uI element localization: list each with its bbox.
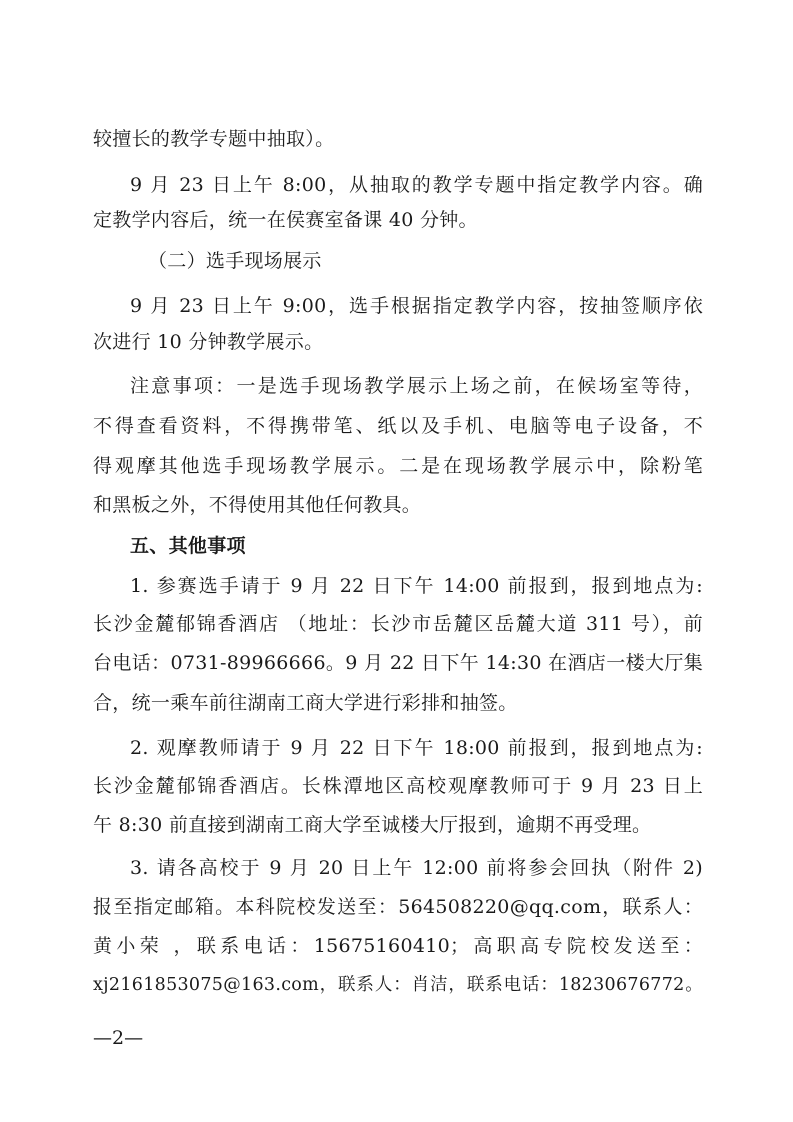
paragraph-line: 长沙金麓郁锦香酒店 （地址：长沙市岳麓区岳麓大道 311 号），前 [93,613,703,635]
page-number: —2— [93,1027,144,1049]
paragraph-line: 黄小荣 ，联系电话：15675160410；高职高专院校发送至： [93,935,703,957]
paragraph-line: 长沙金麓郁锦香酒店。长株潭地区高校观摩教师可于 9 月 23 日上 [93,775,703,797]
paragraph-line: 注意事项：一是选手现场教学展示上场之前，在候场室等待， [130,375,703,397]
paragraph-line: 合，统一乘车前往湖南工商大学进行彩排和抽签。 [93,692,518,714]
paragraph-line: 次进行 10 分钟教学展示。 [93,331,324,353]
paragraph-line: 2. 观摩教师请于 9 月 22 日下午 18:00 前报到，报到地点为: [130,737,703,759]
paragraph-line: 3. 请各高校于 9 月 20 日上午 12:00 前将参会回执（附件 2) [130,857,703,879]
paragraph-line: 得观摩其他选手现场教学展示。二是在现场教学展示中，除粉笔 [93,455,703,477]
section-heading: 五、其他事项 [130,535,246,557]
paragraph-line: 午 8:30 前直接到湖南工商大学至诚楼大厅报到，逾期不再受理。 [93,814,652,836]
paragraph-line: 报至指定邮箱。本科院校发送至：564508220@qq.com，联系人： [93,896,703,918]
paragraph-line: 台电话：0731-89966666。9 月 22 日下午 14:30 在酒店一楼大厅集 [93,652,703,674]
paragraph-line: 9 月 23 日上午 8:00，从抽取的教学专题中指定教学内容。确 [130,174,703,196]
paragraph-line: 和黑板之外，不得使用其他任何教具。 [93,494,422,516]
paragraph-line: 9 月 23 日上午 9:00，选手根据指定教学内容，按抽签顺序依 [130,295,703,317]
paragraph-line: 较擅长的教学专题中抽取）。 [93,128,335,150]
paragraph-line: xj2161853075@163.com，联系人：肖洁，联系电话：18230676772。 [93,975,703,995]
paragraph-line: 1. 参赛选手请于 9 月 22 日下午 14:00 前报到，报到地点为: [130,575,703,597]
section-heading: （二）选手现场展示 [148,250,322,272]
paragraph-line: 不得查看资料，不得携带笔、纸以及手机、电脑等电子设备，不 [93,415,703,437]
paragraph-line: 定教学内容后，统一在侯赛室备课 40 分钟。 [93,209,478,231]
